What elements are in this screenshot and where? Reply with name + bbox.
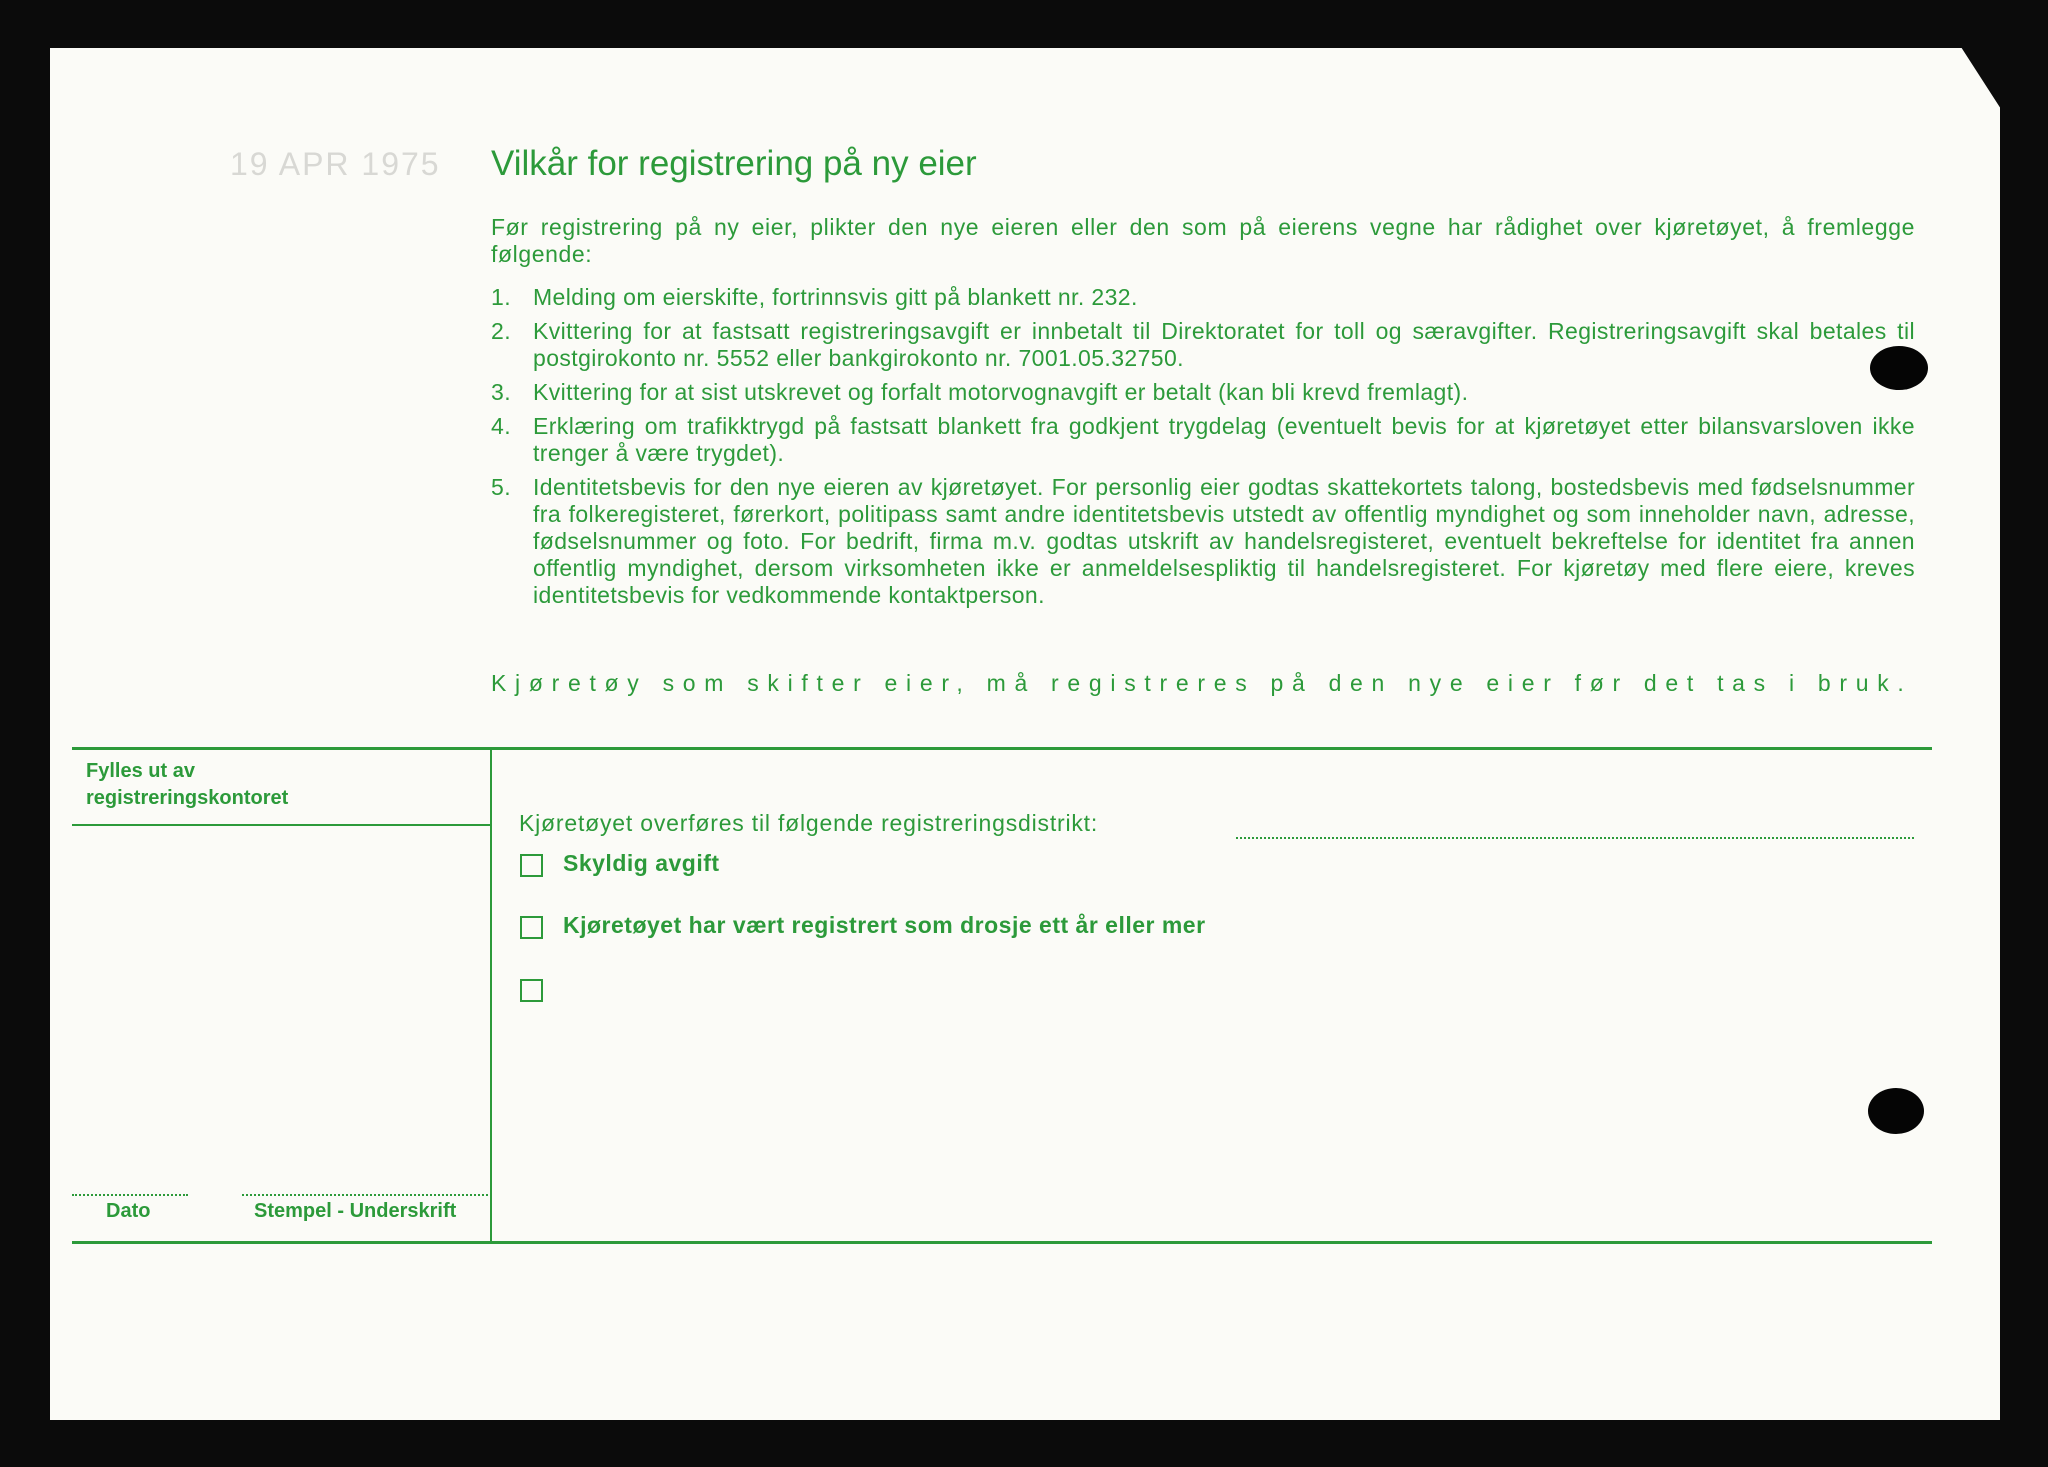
- label-underline: [72, 824, 490, 826]
- condition-text: Kvittering for at fastsatt registreringsavgift er innbetalt til Direktoratet for toll og særavgifter. Registreringsavgift skal betales til postgirokonto nr. 5552 eller bankgirokonto nr. 7001.05.32750.: [533, 318, 1915, 371]
- transfer-district-label: Kjøretøyet overføres til følgende registreringsdistrikt:: [519, 810, 1099, 836]
- condition-number: 1.: [491, 284, 511, 310]
- condition-item: [491, 474, 1915, 609]
- transfer-district-field[interactable]: [1236, 837, 1914, 839]
- page-title: Vilkår for registrering på ny eier: [491, 144, 977, 183]
- skyldig-avgift-checkbox[interactable]: [520, 854, 543, 877]
- cut-corner: [1961, 48, 2000, 109]
- office-label-line2: registreringskontoret: [86, 787, 289, 809]
- column-divider: [490, 749, 492, 1241]
- punch-hole-bottom: [1868, 1088, 1924, 1134]
- skyldig-avgift-label: Skyldig avgift: [563, 850, 720, 876]
- intro-paragraph: Før registrering på ny eier, plikter den nye eieren eller den som på eierens vegne har rådighet over kjøretøyet, å fremlegge følgende:: [491, 214, 1915, 267]
- condition-text: Erklæring om trafikktrygd på fastsatt blankett fra godkjent trygdelag (eventuelt bevis for at kjøretøyet etter bilansvarsloven ikke trenger å være trygdet).: [533, 413, 1915, 466]
- condition-number: 4.: [491, 413, 511, 439]
- stamp-signature-line[interactable]: [242, 1194, 488, 1196]
- faint-date-stamp: 19 APR 1975: [230, 146, 441, 182]
- condition-number: 3.: [491, 379, 511, 405]
- office-label-line1: Fylles ut av: [86, 760, 195, 782]
- condition-text: Kvittering for at sist utskrevet og forfalt motorvognavgift er betalt (kan bli krevd fremlagt).: [533, 379, 1469, 405]
- drosje-checkbox[interactable]: [520, 916, 543, 939]
- drosje-label: Kjøretøyet har vært registrert som drosje ett år eller mer: [563, 912, 1206, 938]
- form-top-rule: [72, 747, 1932, 750]
- stamp-signature-label: Stempel - Underskrift: [254, 1200, 457, 1222]
- condition-text: Melding om eierskifte, fortrinnsvis gitt på blankett nr. 232.: [533, 284, 1138, 310]
- blank-checkbox[interactable]: [520, 979, 543, 1002]
- form-page: [50, 48, 2000, 1420]
- office-section-label: [86, 758, 288, 812]
- punch-hole-top: [1870, 346, 1928, 390]
- condition-number: 5.: [491, 474, 511, 500]
- condition-item: [491, 379, 1915, 406]
- condition-number: 2.: [491, 318, 511, 344]
- condition-item: [491, 413, 1915, 467]
- date-signature-line[interactable]: [72, 1194, 188, 1196]
- condition-text: Identitetsbevis for den nye eieren av kjøretøyet. For personlig eier godtas skattekortets talong, bostedsbevis med fødselsnummer fra folkeregisteret, førerkort, politipass samt andre identitetsbevis utstedt av offentlig myndighet og som inneholder navn, adresse, fødselsnummer og foto. For bedrift, firma m.v. godtas utskrift av handelsregisteret, eventuelt bekreftelse for identitet fra annen offentlig myndighet, dersom virksomheten ikke er anmeldelsespliktig til handelsregisteret. For kjøretøy med flere eiere, kreves identitetsbevis for vedkommende kontaktperson.: [533, 474, 1915, 608]
- form-bottom-rule: [72, 1241, 1932, 1244]
- condition-item: [491, 318, 1915, 372]
- condition-item: [491, 284, 1915, 311]
- date-label: Dato: [106, 1200, 151, 1222]
- notice-line: Kjøretøy som skifter eier, må registreres på den nye eier før det tas i bruk.: [491, 670, 1913, 696]
- conditions-list: [491, 284, 1915, 616]
